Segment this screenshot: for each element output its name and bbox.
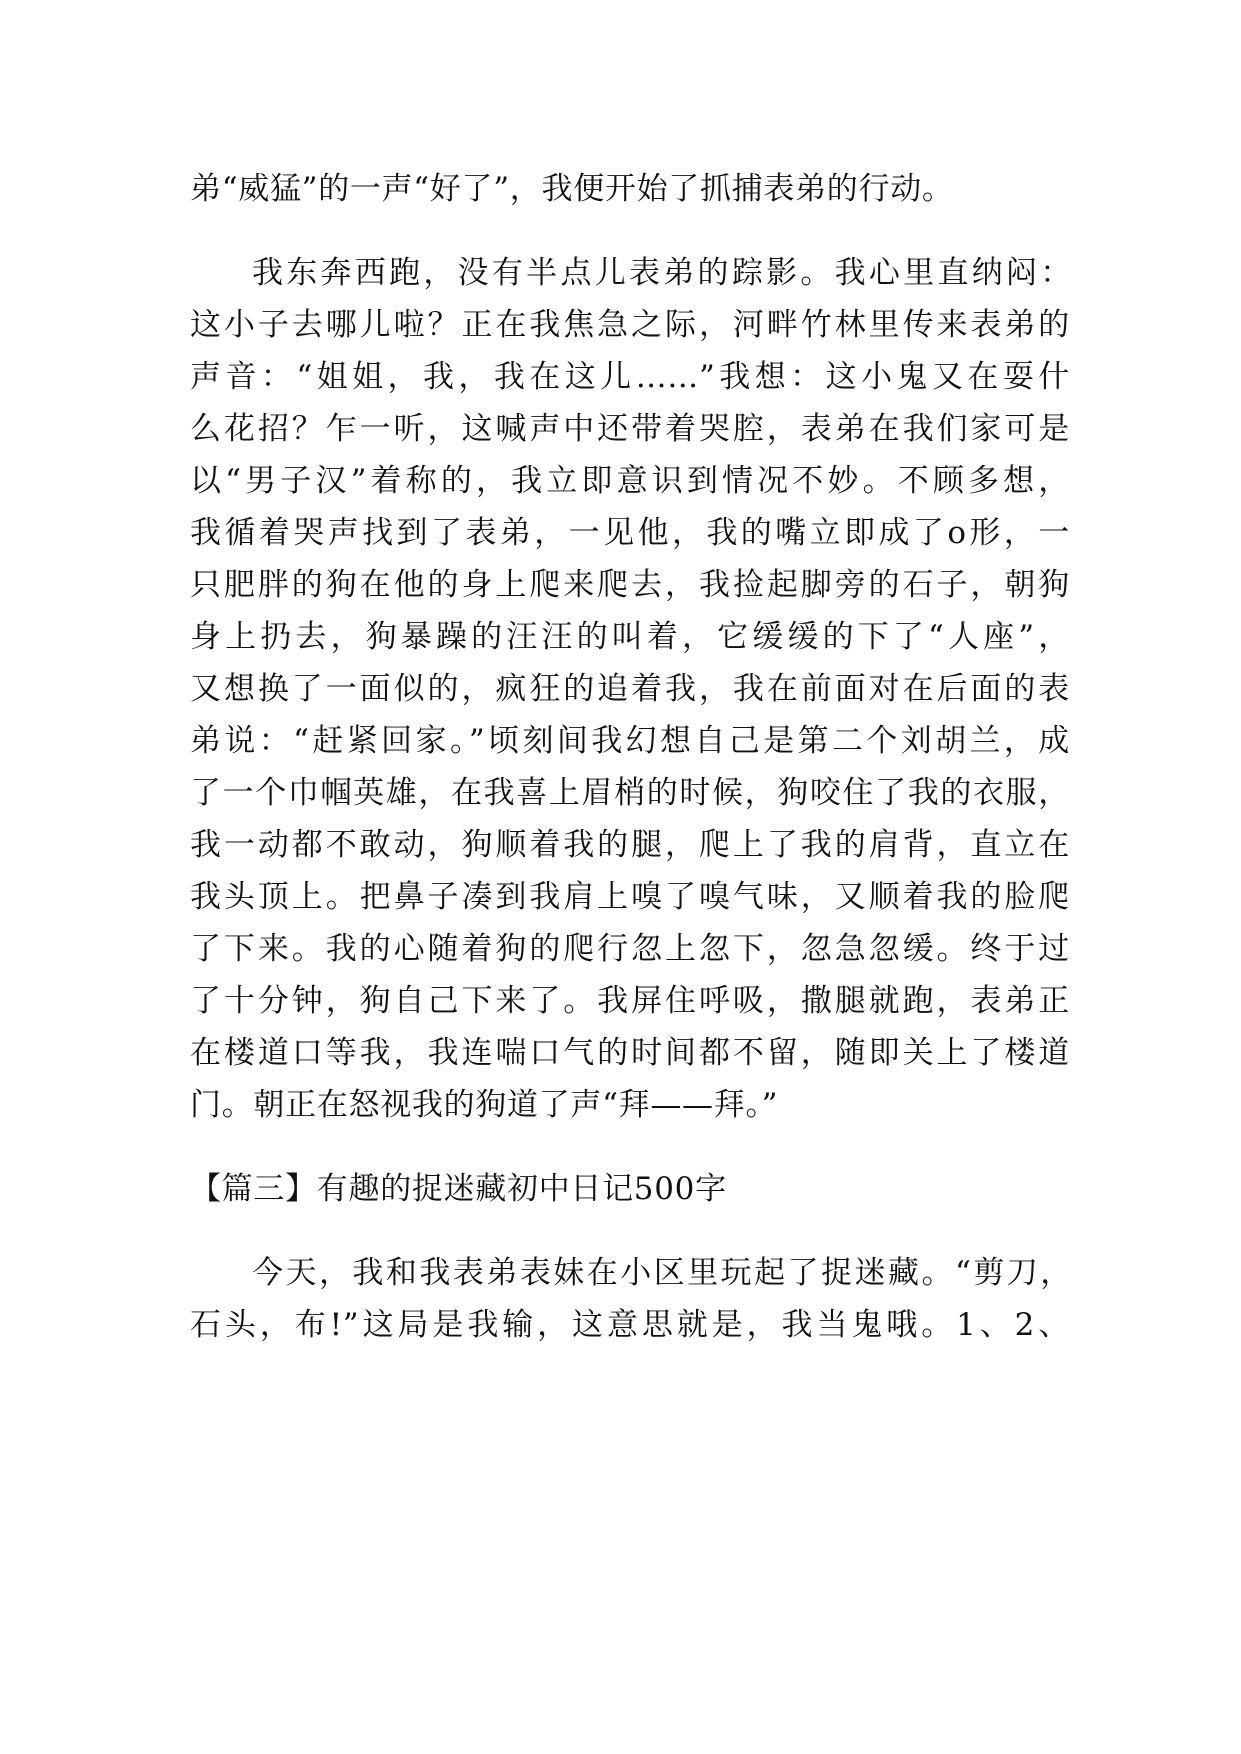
paragraph-2-line-1: 我东奔西跑，没有半点儿表弟的踪影。我心里直纳闷： — [252, 255, 1072, 291]
paragraph-2-line-9: 又想换了一面似的，疯狂的追着我，我在前面对在后面的表 — [190, 671, 1070, 707]
paragraph-2-line-13: 我头顶上。把鼻子凑到我肩上嗅了嗅气味，又顺着我的脸爬 — [190, 879, 1070, 915]
section-heading: 【篇三】有趣的捉迷藏初中日记500字 — [190, 1171, 727, 1207]
paragraph-2-line-17: 门。朝正在怒视我的狗道了声“拜——拜。” — [190, 1087, 779, 1123]
paragraph-2-line-11: 了一个巾帼英雄，在我喜上眉梢的时候，狗咬住了我的衣服， — [190, 775, 1070, 811]
paragraph-2-line-5: 以“男子汉”着称的，我立即意识到情况不妙。不顾多想， — [190, 463, 1070, 499]
paragraph-1-line-1: 弟“威猛”的一声“好了”，我便开始了抓捕表弟的行动。 — [190, 171, 954, 207]
paragraph-2-line-4: 么花招？乍一听，这喊声中还带着哭腔，表弟在我们家可是 — [190, 411, 1070, 447]
paragraph-2-line-15: 了十分钟，狗自己下来了。我屏住呼吸，撒腿就跑，表弟正 — [190, 983, 1070, 1019]
paragraph-2-line-14: 了下来。我的心随着狗的爬行忽上忽下，忽急忽缓。终于过 — [190, 931, 1070, 967]
paragraph-3-line-2: 石头，布!”这局是我输，这意思就是，我当鬼哦。1、2、 — [190, 1307, 1070, 1343]
paragraph-2-line-16: 在楼道口等我，我连喘口气的时间都不留，随即关上了楼道 — [190, 1035, 1070, 1071]
paragraph-2-line-7: 只肥胖的狗在他的身上爬来爬去，我捡起脚旁的石子，朝狗 — [190, 567, 1070, 603]
paragraph-2-line-10: 弟说：“赶紧回家。”顷刻间我幻想自己是第二个刘胡兰，成 — [190, 723, 1070, 759]
paragraph-2-line-8: 身上扔去，狗暴躁的汪汪的叫着，它缓缓的下了“人座”， — [190, 619, 1070, 655]
paragraph-3-line-1: 今天，我和我表弟表妹在小区里玩起了捉迷藏。“剪刀， — [252, 1255, 1072, 1291]
paragraph-2-line-6: 我循着哭声找到了表弟，一见他，我的嘴立即成了o形，一 — [190, 515, 1070, 551]
paragraph-2-line-12: 我一动都不敢动，狗顺着我的腿，爬上了我的肩背，直立在 — [190, 827, 1070, 863]
paragraph-2-line-3: 声音：“姐姐，我，我在这儿……”我想：这小鬼又在耍什 — [190, 359, 1070, 395]
paragraph-2-line-2: 这小子去哪儿啦？正在我焦急之际，河畔竹林里传来表弟的 — [190, 307, 1070, 343]
